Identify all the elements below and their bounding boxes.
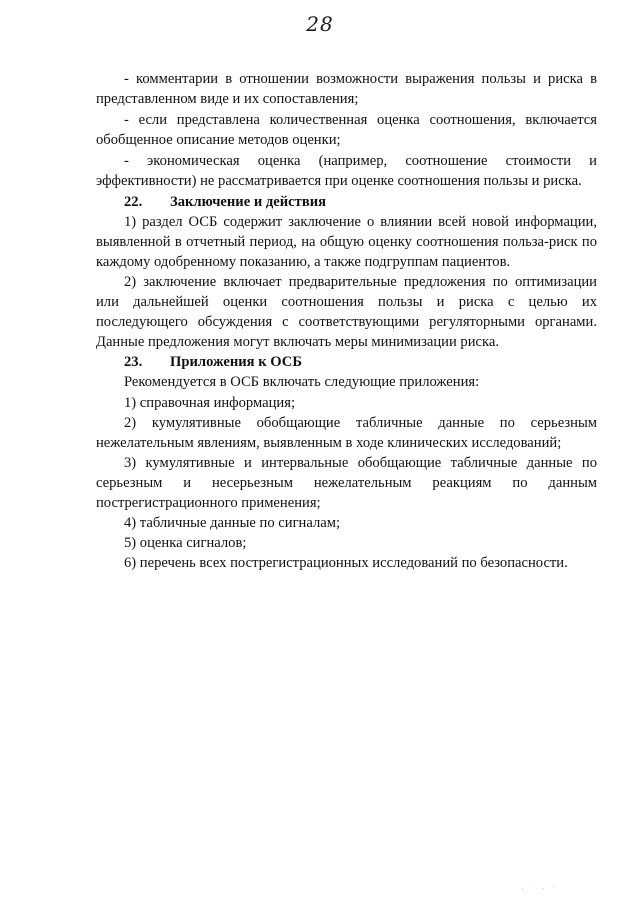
page-number: 28	[306, 12, 334, 36]
scan-speckles: . · . ·	[521, 882, 558, 891]
section-23-item-6: 6) перечень всех пострегистрационных исследований по безопасности.	[124, 555, 568, 572]
paragraph-quantitative: - если представлена количественная оценка соотношения, включается обобщенное описание методов оценки;	[96, 112, 597, 149]
section-22-number: 22.	[124, 193, 143, 210]
section-23-item-1: 1) справочная информация;	[124, 394, 296, 411]
section-22-item-1: 1) раздел ОСБ содержит заключение о влиянии всей новой информации, выявленной в отчетный период, на общую оценку соотношения польза-риск по каждому одобренному показанию, а также подгруппам пациентов.	[96, 213, 597, 270]
section-23-item-5: 5) оценка сигналов;	[124, 535, 247, 552]
section-22-item-2: 2) заключение включает предварительные предложения по оптимизации или дальнейшей оценки соотношения пользы и риска с целью их последующего обсуждения с соответствующими регуляторными органами. Данные предложения могут включать меры минимизации риска.	[96, 273, 597, 351]
section-23-title: Приложения к ОСБ	[170, 354, 302, 371]
section-23-item-3: 3) кумулятивные и интервальные обобщающие табличные данные по серьезным и несерьезным нежелательным реакциям по данным пострегистрационного применения;	[96, 454, 597, 511]
paragraph-economic: - экономическая оценка (например, соотношение стоимости и эффективности) не рассматривается при оценке соотношения пользы и риска.	[96, 153, 597, 190]
section-22-heading	[96, 192, 597, 212]
section-23-number: 23.	[124, 354, 143, 371]
section-23-item-2: 2) кумулятивные обобщающие табличные данные по серьезным нежелательным явлениям, выявленным в ходе клинических исследований;	[96, 414, 597, 451]
section-22-title: Заключение и действия	[170, 193, 326, 210]
section-23-intro: Рекомендуется в ОСБ включать следующие приложения:	[124, 374, 480, 391]
paragraph-comments: - комментарии в отношении возможности выражения пользы и риска в представленном виде и их сопоставления;	[96, 71, 597, 108]
document-body	[96, 69, 597, 573]
section-23-item-4: 4) табличные данные по сигналам;	[124, 515, 341, 532]
section-23-heading	[96, 352, 597, 372]
